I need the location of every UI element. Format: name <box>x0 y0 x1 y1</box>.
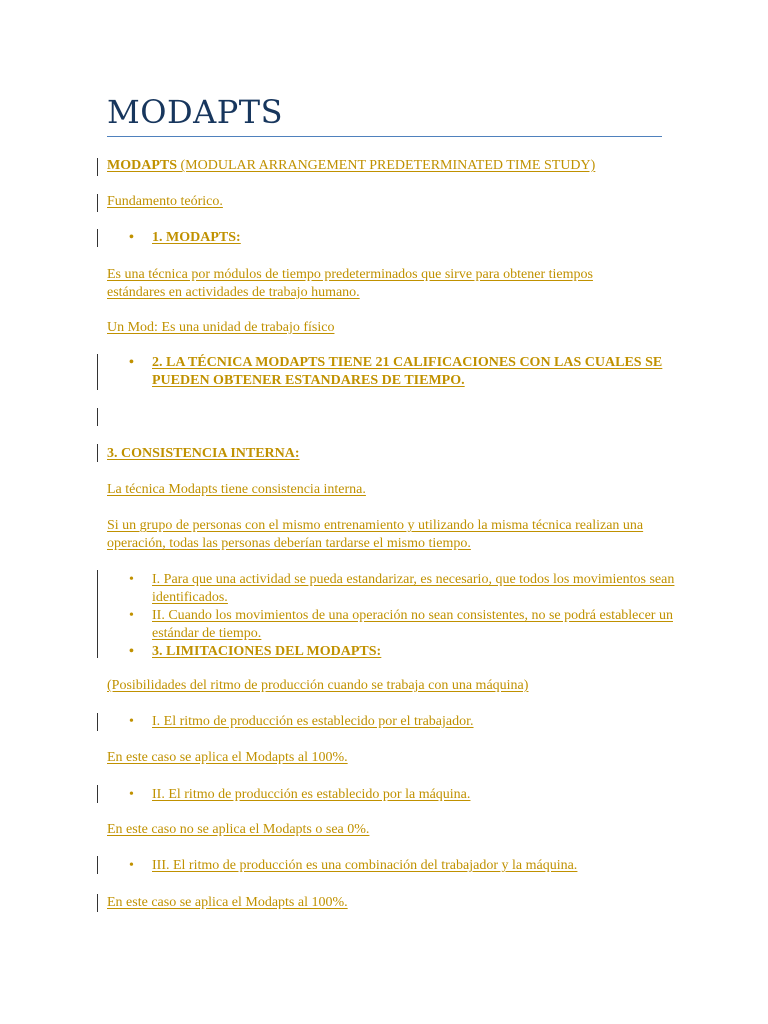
caso-1-text: En este caso se aplica el Modapts al 100%. <box>107 750 348 765</box>
change-bar <box>97 354 98 390</box>
list-item: • I. Para que una actividad se pueda estandarizar, es necesario, que todos los movimientos sean identificados. <box>129 572 675 605</box>
bullet-icon: • <box>129 644 134 659</box>
bullet-icon: • <box>129 787 134 802</box>
consistencia-list <box>107 571 675 661</box>
list-item: • II. Cuando los movimientos de una operación no sean consistentes, no se podrá establecer un estándar de tiempo. <box>129 608 673 641</box>
bullet-icon: • <box>129 858 134 873</box>
change-bar <box>97 785 98 803</box>
title-underline-rule <box>107 136 662 137</box>
page-title: MODAPTS <box>107 93 284 131</box>
change-bar <box>97 713 98 731</box>
bullet-calificaciones <box>107 354 692 390</box>
bullet-modapts <box>107 229 692 247</box>
posibilidades-text: (Posibilidades del ritmo de producción cuando se trabaja con una máquina) <box>107 678 529 693</box>
bullet-icon: • <box>129 572 134 587</box>
bullet-text: 1. MODAPTS: <box>152 230 241 245</box>
caso-2-text: En este caso no se aplica el Modapts o sea 0%. <box>107 822 370 837</box>
bullet-text: 2. LA TÉCNICA MODAPTS TIENE 21 CALIFICACIONES CON LAS CUALES SE PUEDEN OBTENER ESTANDARES DE TIEMPO. <box>152 355 663 388</box>
fundamento-text: Fundamento teórico. <box>107 194 223 209</box>
change-bar <box>97 158 98 176</box>
definition-text: Es una técnica por módulos de tiempo predeterminados que sirve para obtener tiempos estándares en actividades de trabajo humano. <box>107 267 593 300</box>
consistencia-text: La técnica Modapts tiene consistencia interna. <box>107 482 366 497</box>
change-bar <box>97 444 98 462</box>
modapts-heading <box>107 157 647 175</box>
change-bar <box>97 194 98 212</box>
heading-bold: MODAPTS <box>107 158 177 173</box>
bullet-icon: • <box>129 230 134 245</box>
change-bar <box>97 856 98 874</box>
change-bar <box>97 408 98 426</box>
bullet-ritmo-trabajador: • I. El ritmo de producción es establecido por el trabajador. <box>129 714 474 729</box>
bullet-icon: • <box>129 608 134 623</box>
change-bar <box>97 570 98 658</box>
mod-definition-text: Un Mod: Es una unidad de trabajo físico <box>107 320 335 335</box>
section-consistencia-heading: 3. CONSISTENCIA INTERNA: <box>107 446 300 461</box>
grupo-text: Si un grupo de personas con el mismo entrenamiento y utilizando la misma técnica realizan una operación, todas las personas deberían tardarse el mismo tiempo. <box>107 518 644 551</box>
change-bar <box>97 894 98 912</box>
bullet-ritmo-maquina: • II. El ritmo de producción es establecido por la máquina. <box>129 787 471 802</box>
heading-rest: (MODULAR ARRANGEMENT PREDETERMINATED TIME STUDY) <box>177 158 596 173</box>
bullet-ritmo-combinacion: • III. El ritmo de producción es una combinación del trabajador y la máquina. <box>129 858 578 873</box>
list-item-limitaciones: • 3. LIMITACIONES DEL MODAPTS: <box>129 644 382 659</box>
caso-3-text: En este caso se aplica el Modapts al 100%. <box>107 895 348 910</box>
bullet-icon: • <box>129 355 134 370</box>
change-bar <box>97 229 98 247</box>
bullet-icon: • <box>129 714 134 729</box>
